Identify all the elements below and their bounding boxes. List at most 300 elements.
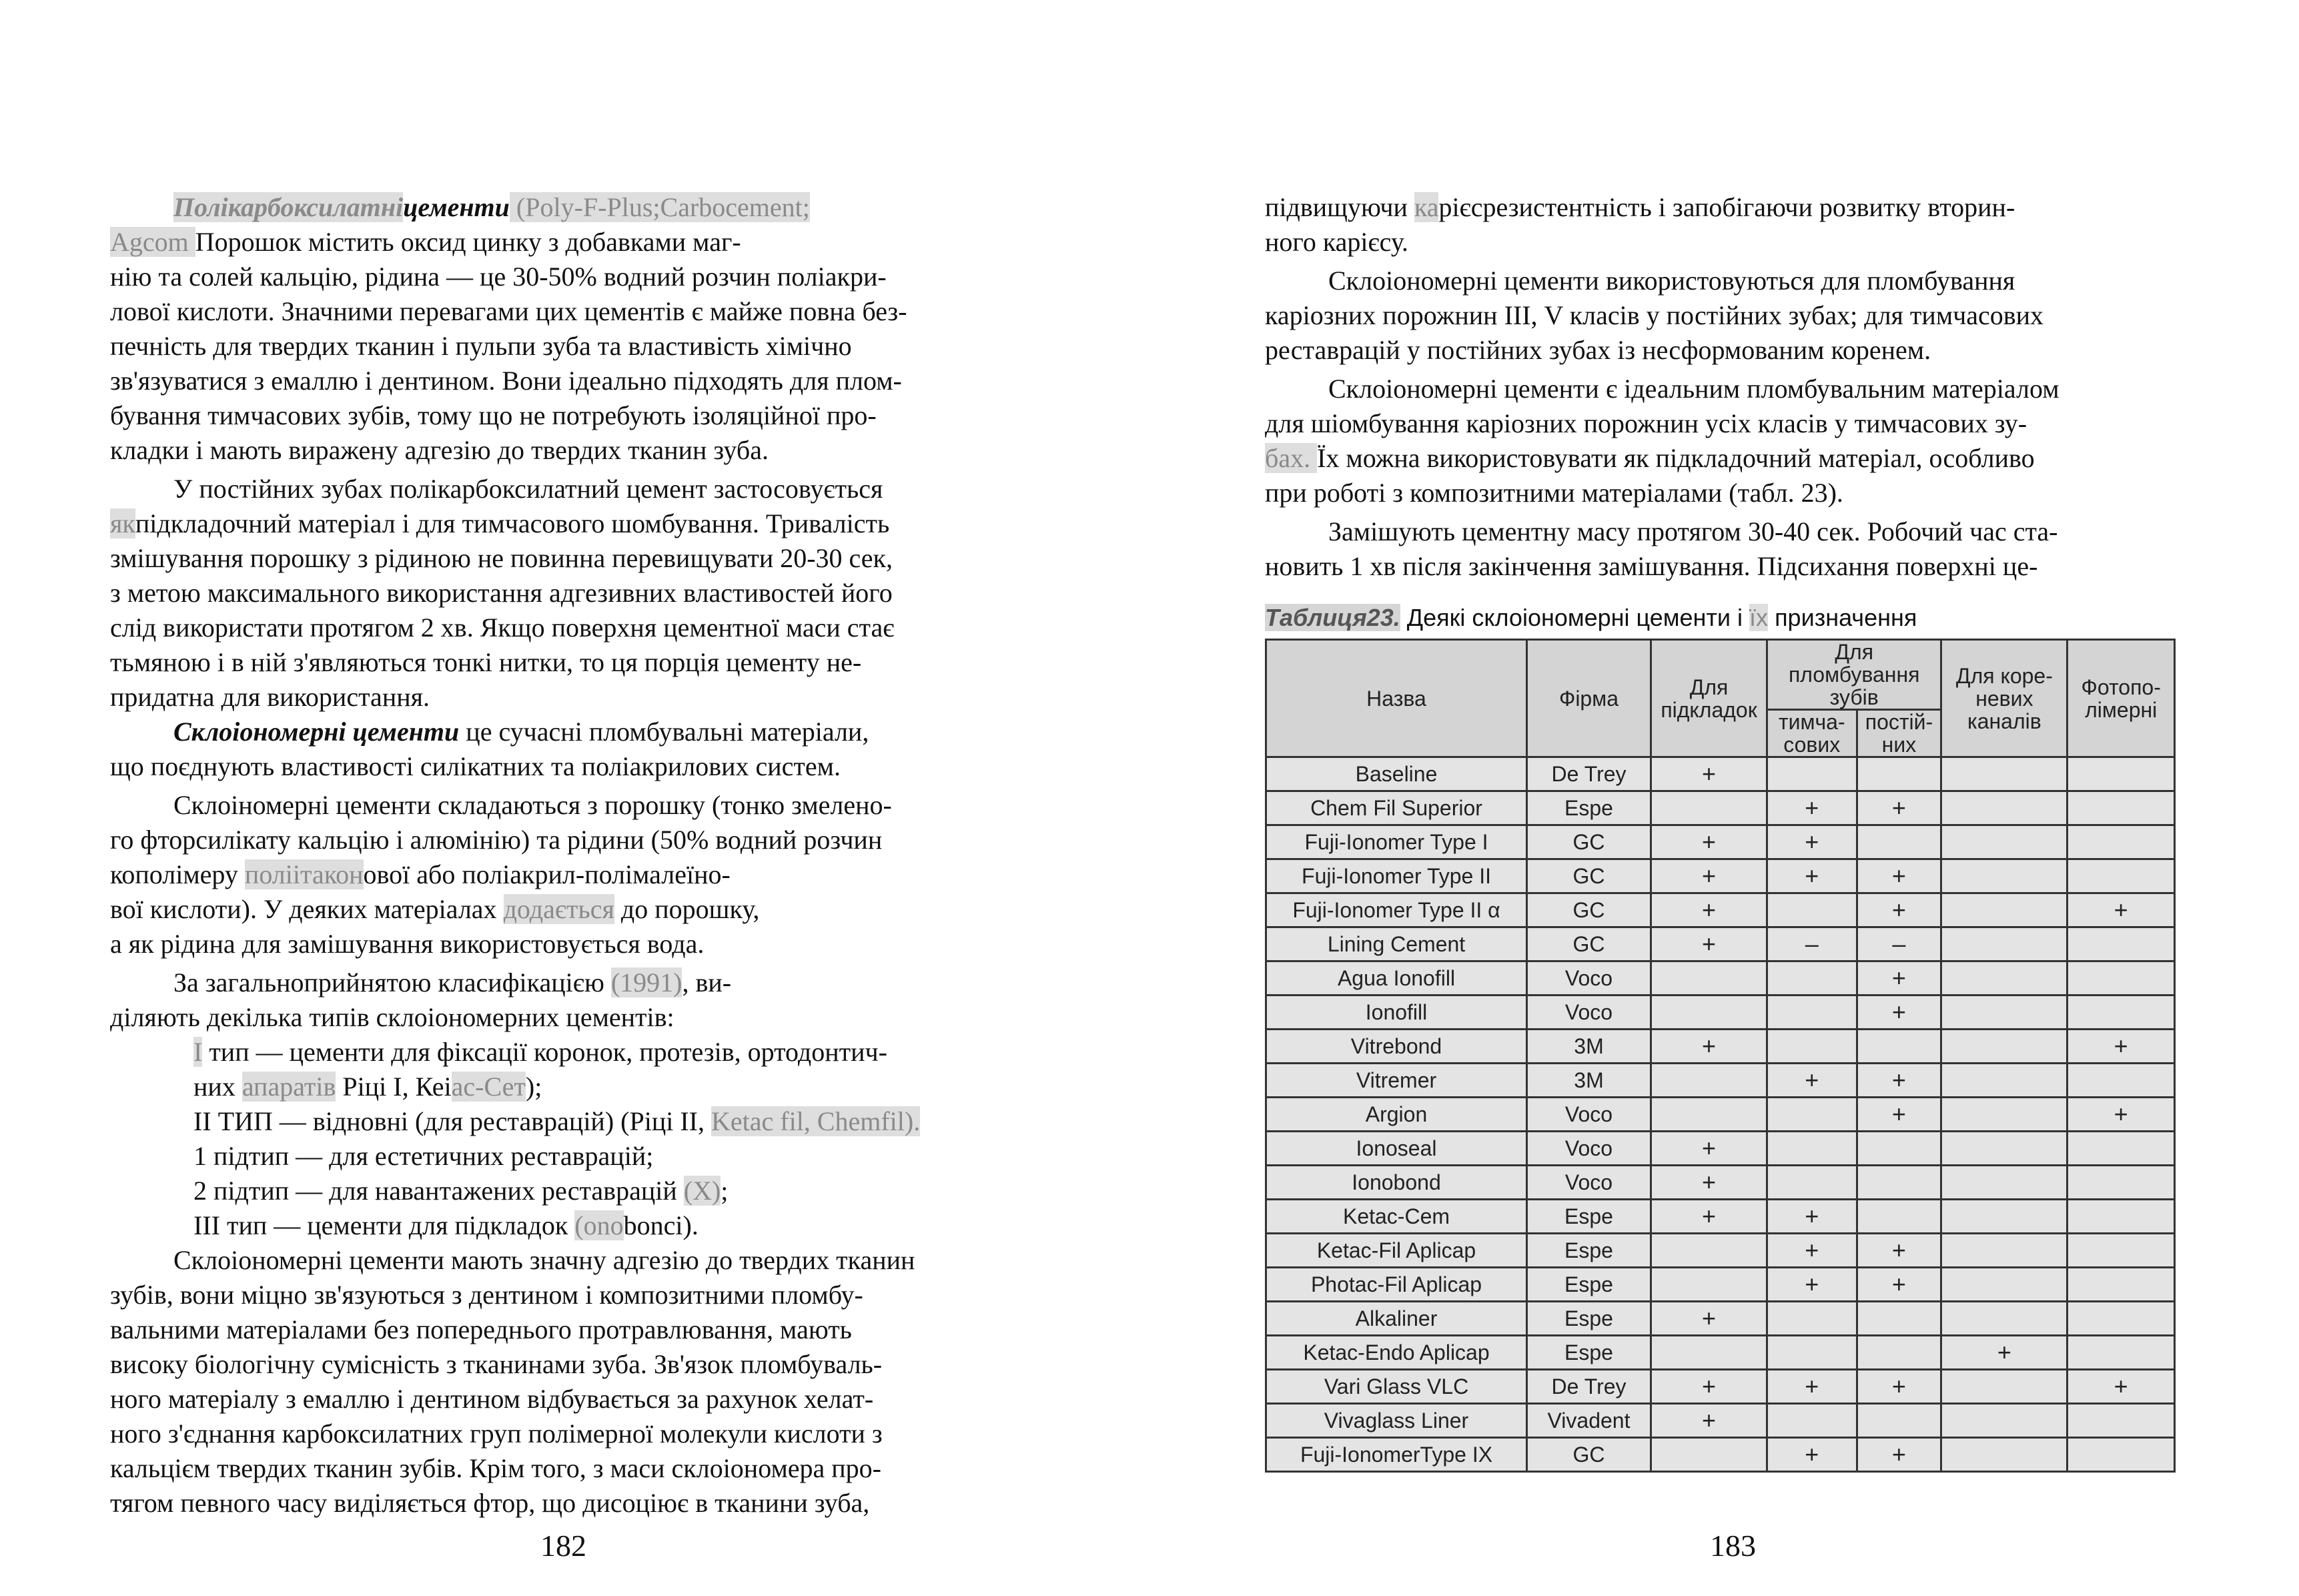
header-filling: Для пломбування зубів (1767, 640, 1941, 710)
left-text-line (110, 715, 1027, 749)
text-run: го фторсилікату кальцію і алюмінію) та рідини (50% водний розчин (110, 825, 883, 855)
cell-name: Chem Fil Superior (1266, 791, 1527, 825)
left-text-line (110, 506, 1027, 541)
table-row (1266, 1336, 2175, 1370)
text-run: як (110, 508, 135, 538)
cell-firm: De Trey (1527, 1370, 1651, 1404)
right-text-line (1265, 406, 2176, 441)
left-text-line (110, 1347, 1027, 1382)
text-run: реставрацій у постійних зубах із несформованим коренем. (1265, 335, 1931, 365)
cell-mark (1941, 1234, 2067, 1268)
cell-name: Ketac-Endo Aplicap (1266, 1336, 1527, 1370)
text-run: тьмяною і в ній з'являються тонкі нитки, то ця порція цементу не- (110, 647, 862, 677)
left-text-line (110, 364, 1027, 398)
cements-table (1265, 639, 2176, 1473)
cell-mark (1941, 1132, 2067, 1166)
left-page-number: 182 (540, 1529, 586, 1563)
cell-mark (2067, 1438, 2175, 1472)
cell-mark (1941, 791, 2067, 825)
cell-name: Fuji-Ionomer Type II (1266, 859, 1527, 893)
cell-mark: + (2067, 1370, 2175, 1404)
cell-mark: + (1651, 1166, 1767, 1200)
text-run: поліітакон (244, 859, 364, 889)
cell-mark: + (1651, 825, 1767, 859)
text-run: зв'язуватися з емаллю і дентином. Вони ідеально підходять для плом- (110, 366, 902, 396)
cell-mark: + (1857, 1268, 1941, 1302)
text-run: що поєднують властивості силікатних та поліакрилових систем. (110, 751, 841, 781)
text-run: апаратів (242, 1072, 336, 1102)
cell-mark: + (1651, 927, 1767, 961)
left-text-line (110, 260, 1027, 294)
cell-mark: + (2067, 893, 2175, 927)
cell-mark (2067, 927, 2175, 961)
header-liners: Для підкладок (1651, 640, 1767, 757)
cell-mark (1941, 1200, 2067, 1234)
cell-mark (2067, 961, 2175, 995)
cell-firm: Espe (1527, 1268, 1651, 1302)
cell-mark (1651, 1234, 1767, 1268)
right-text-line (1265, 298, 2176, 333)
text-run: ІІІ тип — цементи для підкладок (193, 1210, 575, 1240)
table-row (1266, 1370, 2175, 1404)
cell-mark (1941, 825, 2067, 859)
text-run: (ono (574, 1210, 624, 1240)
left-text-line (110, 788, 1027, 823)
text-run: bonci). (623, 1210, 699, 1240)
cell-mark (1651, 791, 1767, 825)
cell-mark: + (1857, 1370, 1941, 1404)
text-run: нію та солей кальцію, рідина — це 30-50% водний розчин поліакри- (110, 262, 887, 292)
left-text-line (110, 294, 1027, 329)
right-page-text (1265, 190, 2176, 584)
text-run: з метою максимального використання адгезивних властивостей його (110, 578, 893, 608)
cell-mark (1941, 859, 2067, 893)
table-row (1266, 927, 2175, 961)
left-text-line (110, 1278, 1027, 1312)
cell-mark: + (1857, 1234, 1941, 1268)
table-row (1266, 1166, 2175, 1200)
text-run: Склоіономерні цементи є ідеальним пломбувальним матеріалом (1328, 374, 2059, 404)
text-run: І (193, 1037, 203, 1067)
cell-firm: GC (1527, 859, 1651, 893)
cell-firm: GC (1527, 927, 1651, 961)
cell-mark: + (1651, 1404, 1767, 1438)
left-text-line (110, 749, 1027, 784)
cell-mark (1651, 1098, 1767, 1132)
text-run: Склоіономерні цементи мають значну адгезію до твердих тканин (173, 1245, 915, 1275)
right-text-line (1265, 441, 2176, 476)
left-text-line (110, 1139, 1027, 1174)
right-text-line (1265, 225, 2176, 260)
left-text-line (110, 823, 1027, 857)
cell-mark: – (1767, 927, 1857, 961)
cell-mark: + (1767, 1370, 1857, 1404)
cell-mark (2067, 1336, 2175, 1370)
table-row (1266, 1302, 2175, 1336)
cell-mark: + (1941, 1336, 2067, 1370)
cell-mark (1767, 893, 1857, 927)
cell-mark: + (1651, 757, 1767, 791)
cell-firm: Voco (1527, 1166, 1651, 1200)
text-run: новить 1 хв після закінчення замішування. Підсихання поверхні це- (1265, 551, 2038, 581)
cell-mark: – (1857, 927, 1941, 961)
text-run: для шіомбування каріозних порожнин усіх класів у тимчасових зу- (1265, 408, 2027, 438)
text-run: ного карієсу. (1265, 227, 1408, 257)
cell-mark: + (1767, 1234, 1857, 1268)
cell-mark (1941, 1064, 2067, 1098)
cell-mark: + (1651, 1132, 1767, 1166)
cell-mark: + (1651, 893, 1767, 927)
cell-firm: Vivadent (1527, 1404, 1651, 1438)
left-text-line (110, 1243, 1027, 1278)
table-caption-ghost: їх (1749, 604, 1769, 631)
cell-mark (2067, 1268, 2175, 1302)
text-run: Склоіномерні цементи складаються з порошку (тонко змелено- (173, 790, 892, 820)
table-row (1266, 1132, 2175, 1166)
text-run: ової або поліакрил-полімалеїно- (363, 859, 731, 889)
cell-mark (2067, 1064, 2175, 1098)
cell-mark (1941, 1404, 2067, 1438)
text-run: лової кислоти. Значними перевагами цих цементів є майже повна без- (110, 296, 907, 326)
cell-mark (1767, 1166, 1857, 1200)
text-run: ; (721, 1176, 729, 1206)
header-firm: Фірма (1527, 640, 1651, 757)
table-row (1266, 893, 2175, 927)
text-run: оксид цинку з добавками маг- (394, 227, 741, 257)
table-row (1266, 995, 2175, 1030)
cell-mark: + (1857, 791, 1941, 825)
cell-name: Ionofill (1266, 995, 1527, 1030)
cell-mark (1941, 1098, 2067, 1132)
table-row (1266, 757, 2175, 791)
table-row (1266, 1030, 2175, 1064)
cell-mark (1767, 995, 1857, 1030)
cell-name: Ionoseal (1266, 1132, 1527, 1166)
cell-name: Fuji-Ionomer Type II α (1266, 893, 1527, 927)
text-run: кальцієм твердих тканин зубів. Крім того, з маси склоіономера про- (110, 1453, 881, 1483)
left-text-line (110, 576, 1027, 611)
header-temporary: тимча-сових (1767, 710, 1857, 757)
text-run: додається (503, 894, 614, 924)
cell-mark: + (1857, 995, 1941, 1030)
text-run: вої кислоти). У деяких матеріалах (110, 894, 504, 924)
cell-mark: + (1767, 1200, 1857, 1234)
text-run: тягом певного часу виділяється фтор, що дисоціює в тканини зуба, (110, 1488, 870, 1518)
cell-firm: Voco (1527, 1098, 1651, 1132)
cell-mark (1767, 1302, 1857, 1336)
left-text-line (110, 225, 1027, 260)
text-run: високу біологічну сумісність з тканинами зуба. Зв'язок пломбуваль- (110, 1349, 883, 1379)
header-photo: Фотопо-лімерні (2067, 640, 2175, 757)
text-run: ного матеріалу з емаллю і дентином відбувається за рахунок хелат- (110, 1384, 874, 1414)
cell-mark (1857, 1166, 1941, 1200)
right-text-line (1265, 476, 2176, 510)
cell-firm: GC (1527, 825, 1651, 859)
right-text-line (1265, 333, 2176, 368)
cell-mark (2067, 757, 2175, 791)
cell-mark (1651, 1064, 1767, 1098)
text-run: при роботі з композитними матеріалами (табл. 23). (1265, 478, 1843, 508)
table-row (1266, 1404, 2175, 1438)
cell-mark (1857, 1302, 1941, 1336)
cell-mark (2067, 825, 2175, 859)
cell-name: Ketac-Fil Aplicap (1266, 1234, 1527, 1268)
cell-firm: Voco (1527, 1132, 1651, 1166)
text-run: Полікарбоксилатні (173, 192, 404, 222)
table-row (1266, 859, 2175, 893)
text-run: підвищуючи (1265, 192, 1414, 222)
cell-mark (1651, 995, 1767, 1030)
cell-name: Photac-Fil Aplicap (1266, 1268, 1527, 1302)
table-row (1266, 1234, 2175, 1268)
text-run: 1 підтип — для естетичних реставрацій; (193, 1141, 654, 1171)
cell-mark (1767, 1336, 1857, 1370)
text-run: каріозних порожнин ІІІ, V класів у постійних зубах; для тимчасових (1265, 300, 2044, 330)
cell-mark (1767, 1098, 1857, 1132)
cell-mark: + (1651, 859, 1767, 893)
text-run: Склоіономерні цементи використовуються для пломбування (1328, 266, 2015, 296)
text-run: них (193, 1072, 242, 1102)
cell-firm: Espe (1527, 1302, 1651, 1336)
right-page-number: 183 (1710, 1529, 1756, 1563)
cell-firm: GC (1527, 1438, 1651, 1472)
cell-mark: + (1857, 961, 1941, 995)
cell-mark: + (1857, 1438, 1941, 1472)
cell-mark (1651, 1336, 1767, 1370)
cell-firm: GC (1527, 893, 1651, 927)
left-text-line (110, 927, 1027, 961)
cell-mark (1651, 961, 1767, 995)
cell-mark (1767, 1404, 1857, 1438)
text-run: кладки і мають виражену адгезію до твердих тканин зуба. (110, 435, 769, 465)
cell-mark: + (1767, 1268, 1857, 1302)
text-run: зубів, вони міцно зв'язуються з дентином і композитними пломбу- (110, 1280, 863, 1310)
cell-name: Fuji-IonomerType IX (1266, 1438, 1527, 1472)
text-run: (Х) (683, 1176, 721, 1206)
table-caption-end: призначення (1768, 604, 1917, 631)
left-text-line (110, 857, 1027, 892)
cell-firm: Voco (1527, 961, 1651, 995)
right-page (1150, 0, 2299, 1596)
left-text-line (110, 1382, 1027, 1417)
text-run: ІІ ТИП — відновні (для реставрацій) (Ріці ІІ, (193, 1106, 711, 1136)
header-name: Назва (1266, 640, 1527, 757)
cell-mark (1857, 825, 1941, 859)
text-run: Agcom (110, 227, 195, 257)
text-run: ного з'єднання карбоксилатних груп полімерної молекули кислоти з (110, 1419, 883, 1449)
right-text-line (1265, 372, 2176, 406)
cell-mark (2067, 1404, 2175, 1438)
cell-firm: Espe (1527, 1336, 1651, 1370)
cell-mark (2067, 859, 2175, 893)
cell-name: Ketac-Cem (1266, 1200, 1527, 1234)
text-run: змішування порошку з рідиною не повинна перевищувати 20-30 сек, (110, 543, 893, 573)
cell-mark: + (1651, 1030, 1767, 1064)
text-run: Склоіономерні цементи (173, 717, 460, 747)
cell-name: Vitremer (1266, 1064, 1527, 1098)
cell-mark (2067, 1200, 2175, 1234)
cell-mark: + (1767, 1438, 1857, 1472)
cell-mark (1857, 1030, 1941, 1064)
text-run: Порошок містить (195, 227, 394, 257)
cell-name: Vari Glass VLC (1266, 1370, 1527, 1404)
cell-mark (1857, 757, 1941, 791)
right-text-line (1265, 190, 2176, 225)
cell-mark (2067, 791, 2175, 825)
cell-name: Agua Ionofill (1266, 961, 1527, 995)
left-text-line (110, 472, 1027, 506)
left-text-line (110, 1174, 1027, 1208)
right-text-line (1265, 549, 2176, 584)
text-run: (1991) (610, 967, 682, 998)
text-run: 2 підтип — для навантажених реставрацій (193, 1176, 684, 1206)
cell-mark (2067, 1132, 2175, 1166)
cell-mark (1857, 1404, 1941, 1438)
cell-mark: + (1857, 893, 1941, 927)
text-run: до порошку, (614, 894, 760, 924)
cell-mark (1651, 1268, 1767, 1302)
cell-mark (1857, 1200, 1941, 1234)
text-run: придатна для використання. (110, 682, 430, 712)
text-run: печність для твердих тканин і пульпи зуба та властивість хімічно (110, 331, 852, 361)
text-run: слід використати протягом 2 хв. Якщо поверхня цементної маси стає (110, 613, 895, 643)
text-run: підкладочний матеріал і для тимчасового шомбування. Тривалість (135, 508, 890, 538)
cell-mark (1767, 1030, 1857, 1064)
table-row (1266, 1098, 2175, 1132)
header-root: Для коре-невих каналів (1941, 640, 2067, 757)
text-run: , ви- (682, 967, 732, 998)
cell-mark (1941, 995, 2067, 1030)
text-run: У постійних зубах полікарбоксилатний цемент застосовується (173, 474, 883, 504)
right-page-column (1265, 190, 2176, 1473)
cell-mark (2067, 995, 2175, 1030)
table-row (1266, 791, 2175, 825)
text-run: діляють декілька типів склоіономерних цементів: (110, 1002, 674, 1032)
cell-mark (1651, 1438, 1767, 1472)
cell-mark (2067, 1302, 2175, 1336)
left-text-line (110, 433, 1027, 468)
text-run: бування тимчасових зубів, тому що не потребують ізоляційної про- (110, 400, 877, 430)
cell-firm: Voco (1527, 995, 1651, 1030)
cell-mark (1941, 1370, 2067, 1404)
cell-mark (1941, 1302, 2067, 1336)
left-text-line (110, 1417, 1027, 1451)
cell-name: Lining Cement (1266, 927, 1527, 961)
text-run: бах. (1265, 443, 1318, 473)
left-text-line (110, 611, 1027, 645)
left-text-line (110, 1035, 1027, 1070)
table-row (1266, 825, 2175, 859)
text-run: це сучасні пломбувальні матеріали, (459, 717, 869, 747)
cell-mark (1941, 1030, 2067, 1064)
cell-mark (1941, 893, 2067, 927)
cell-mark: + (2067, 1030, 2175, 1064)
cell-mark (2067, 1166, 2175, 1200)
left-text-line (110, 1000, 1027, 1035)
cell-firm: De Trey (1527, 757, 1651, 791)
table-caption-label: Таблиця23. (1265, 604, 1400, 631)
cell-mark (1941, 1166, 2067, 1200)
left-text-line (110, 190, 1027, 225)
cell-mark: + (1767, 825, 1857, 859)
cell-mark: + (1857, 1098, 1941, 1132)
text-run: Їх можна використовувати як підкладочний матеріал, особливо (1317, 443, 2035, 473)
cell-firm: 3M (1527, 1064, 1651, 1098)
cell-mark: + (2067, 1098, 2175, 1132)
left-text-line (110, 965, 1027, 1000)
table-row (1266, 1200, 2175, 1234)
left-text-line (110, 398, 1027, 433)
cell-name: Vivaglass Liner (1266, 1404, 1527, 1438)
right-text-line (1265, 264, 2176, 298)
cell-mark (1941, 1438, 2067, 1472)
header-permanent: постій-них (1857, 710, 1941, 757)
cell-mark (1941, 961, 2067, 995)
cell-mark (2067, 1234, 2175, 1268)
cell-name: Alkaliner (1266, 1302, 1527, 1336)
left-text-line (110, 329, 1027, 364)
table-row (1266, 1268, 2175, 1302)
left-page-text (110, 190, 1027, 1521)
text-run: ка (1414, 192, 1439, 222)
cell-mark: + (1767, 791, 1857, 825)
table-body (1266, 757, 2175, 1472)
cell-name: Vitrebond (1266, 1030, 1527, 1064)
cell-name: Ionobond (1266, 1166, 1527, 1200)
text-run: кополімеру (110, 859, 245, 889)
cell-name: Baseline (1266, 757, 1527, 791)
cell-mark: + (1857, 1064, 1941, 1098)
cell-mark: + (1651, 1370, 1767, 1404)
cell-mark: + (1651, 1200, 1767, 1234)
text-run: ас-Сет (451, 1072, 526, 1102)
cell-mark (1941, 927, 2067, 961)
cell-firm: Espe (1527, 1200, 1651, 1234)
text-run: (Poly-F-Plus;Carbocement; (509, 192, 810, 222)
cell-mark (1767, 961, 1857, 995)
text-run: ); (525, 1072, 542, 1102)
cell-mark: + (1651, 1302, 1767, 1336)
cell-name: Fuji-Ionomer Type I (1266, 825, 1527, 859)
text-run: рієсрезистентність і запобігаючи розвитку вторин- (1438, 192, 2015, 222)
left-text-line (110, 1451, 1027, 1486)
table-caption (1265, 604, 2176, 632)
cell-mark (1857, 1132, 1941, 1166)
text-run: За загальноприйнятою класифікацією (173, 967, 611, 998)
left-text-line (110, 1104, 1027, 1139)
left-text-line (110, 1312, 1027, 1347)
table-row (1266, 1438, 2175, 1472)
left-text-line (110, 1208, 1027, 1243)
left-text-line (110, 1070, 1027, 1104)
cell-mark (1767, 1132, 1857, 1166)
text-run: Ріці І, Кеі (336, 1072, 452, 1102)
cell-name: Argion (1266, 1098, 1527, 1132)
right-text-line (1265, 514, 2176, 549)
text-run: Ketac fil, Chemfil). (711, 1106, 921, 1136)
text-run: а як рідина для замішування використовується вода. (110, 929, 705, 959)
left-text-line (110, 680, 1027, 715)
cell-mark: + (1767, 1064, 1857, 1098)
left-text-line (110, 645, 1027, 680)
cell-mark (1941, 1268, 2067, 1302)
left-text-line (110, 541, 1027, 576)
cell-firm: Espe (1527, 1234, 1651, 1268)
cell-mark: + (1857, 859, 1941, 893)
left-text-line (110, 1486, 1027, 1521)
cell-firm: 3M (1527, 1030, 1651, 1064)
text-run: цементи (403, 192, 510, 222)
